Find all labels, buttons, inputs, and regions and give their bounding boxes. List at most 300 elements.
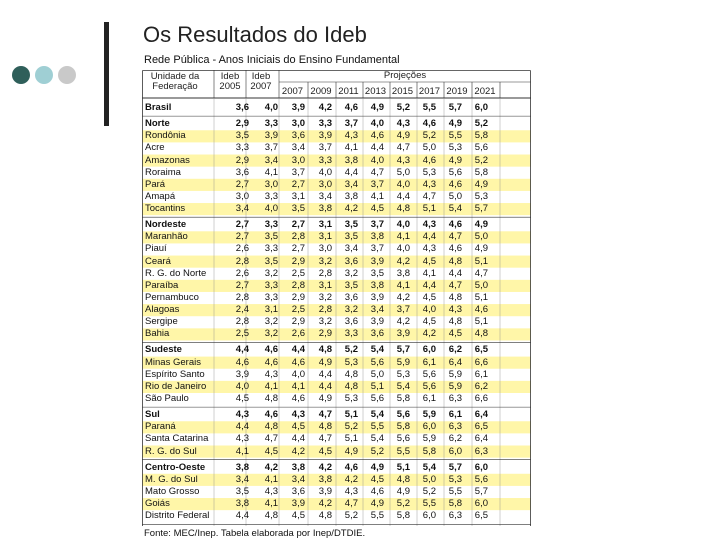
unit-name: Piauí [145,243,167,255]
ideb-value: 4,2 [291,445,305,457]
ideb-value: 4,5 [318,445,332,457]
ideb-value: 2,9 [291,255,305,267]
ideb-value: 6,0 [474,102,488,113]
ideb-value: 3,9 [370,255,384,267]
table-row [142,316,531,328]
ideb-value: 4,4 [235,510,249,522]
unit-name: Pernambuco [145,291,199,303]
ideb-value: 4,3 [235,409,249,421]
ideb-value: 5,4 [370,409,384,421]
ideb-value: 4,3 [396,118,410,130]
unit-name: Pará [145,178,166,190]
ideb-value: 2,9 [291,316,305,328]
ideb-value: 4,5 [448,328,462,340]
ideb-value: 5,1 [370,380,384,392]
ideb-value: 4,5 [422,316,436,328]
ideb-value: 4,8 [448,291,462,303]
ideb-value: 6,4 [448,356,462,368]
ideb-value: 4,6 [235,356,249,368]
ideb-value: 3,8 [291,461,305,473]
ideb-value: 5,9 [448,380,462,392]
ideb-value: 3,4 [370,304,384,316]
ideb-value: 4,9 [474,243,488,255]
unit-name: Rio de Janeiro [145,380,207,392]
ideb-value: 4,5 [370,203,384,215]
ideb-value: 5,3 [344,392,358,404]
ideb-value: 5,4 [448,203,462,215]
ideb-value: 3,8 [344,154,358,166]
ideb-value: 5,6 [396,433,410,445]
ideb-value: 4,0 [264,203,278,215]
ideb-value: 6,5 [474,421,488,433]
ideb-value: 6,1 [474,368,488,380]
ideb-value: 5,2 [422,485,436,497]
unit-name: Maranhão [145,231,188,243]
ideb-value: 4,0 [264,102,278,113]
ideb-value: 4,8 [318,421,332,433]
ideb-value: 3,4 [264,154,278,166]
ideb-value: 3,2 [264,267,278,279]
ideb-value: 2,8 [291,279,305,291]
header-year: 2013 [364,86,387,97]
ideb-value: 4,0 [396,178,410,190]
ideb-value: 3,9 [291,498,305,510]
unit-name: R. G. do Norte [145,267,207,279]
ideb-value: 5,1 [474,255,488,267]
ideb-value: 4,9 [318,356,332,368]
unit-name: Goiás [145,498,170,510]
ideb-value: 4,8 [318,344,332,356]
ideb-value: 3,5 [370,267,384,279]
ideb-value: 5,8 [396,421,410,433]
ideb-value: 4,4 [318,368,332,380]
ideb-value: 4,9 [474,178,488,190]
unit-name: Centro-Oeste [145,461,206,473]
ideb-value: 4,9 [318,392,332,404]
ideb-value: 4,5 [291,510,305,522]
ideb-value: 3,4 [291,142,305,154]
ideb-value: 4,2 [318,461,332,473]
ideb-value: 4,9 [474,219,488,231]
ideb-value: 4,0 [370,154,384,166]
ideb-value: 3,5 [264,255,278,267]
ideb-value: 5,2 [474,154,488,166]
table-row [142,155,531,167]
ideb-value: 4,4 [370,142,384,154]
table-row [142,292,531,304]
ideb-value: 3,1 [318,219,332,231]
ideb-value: 4,8 [344,368,358,380]
ideb-value: 4,3 [396,154,410,166]
ideb-value: 2,8 [291,231,305,243]
ideb-value: 4,1 [422,267,436,279]
ideb-value: 5,6 [370,356,384,368]
unit-name: Sudeste [145,344,182,356]
ideb-value: 5,5 [370,510,384,522]
ideb-value: 4,8 [396,203,410,215]
ideb-value: 2,9 [235,154,249,166]
unit-name: São Paulo [145,392,189,404]
ideb-value: 5,2 [370,445,384,457]
ideb-value: 3,8 [344,190,358,202]
ideb-value: 2,8 [318,267,332,279]
header-year: 2021 [474,86,496,97]
table-row [142,498,531,510]
ideb-value: 5,7 [396,344,410,356]
ideb-value: 3,6 [344,255,358,267]
ideb-value: 4,3 [291,409,305,421]
ideb-value: 4,4 [235,421,249,433]
ideb-value: 2,5 [291,267,305,279]
ideb-value: 3,2 [318,291,332,303]
ideb-value: 4,7 [448,231,462,243]
ideb-value: 3,7 [344,118,358,130]
ideb-value: 3,5 [344,279,358,291]
table-row [142,167,531,179]
ideb-value: 5,6 [422,368,436,380]
ideb-value: 5,1 [344,409,358,421]
ideb-value: 6,0 [474,498,488,510]
ideb-value: 3,4 [235,203,249,215]
ideb-value: 4,7 [422,190,436,202]
ideb-value: 3,7 [318,142,332,154]
header-year: 2011 [338,86,359,97]
ideb-value: 3,3 [264,243,278,255]
ideb-value: 5,3 [396,368,410,380]
ideb-value: 5,2 [396,102,410,113]
table-row [142,369,531,381]
ideb-value: 3,7 [396,304,410,316]
table-row [142,433,531,445]
table-source: Fonte: MEC/Inep. Tabela elaborada por Inep/DTDIE. [144,528,366,539]
ideb-value: 3,3 [264,279,278,291]
ideb-value: 4,8 [448,316,462,328]
ideb-value: 4,5 [370,473,384,485]
table-row [142,179,531,191]
ideb-value: 2,6 [235,243,249,255]
unit-name: Norte [145,118,170,130]
ideb-value: 5,4 [370,433,384,445]
ideb-value: 5,0 [474,279,488,291]
ideb-value: 5,8 [448,498,462,510]
ideb-value: 2,7 [291,243,305,255]
ideb-value: 5,0 [474,231,488,243]
ideb-value: 4,6 [370,130,384,142]
ideb-value: 3,6 [235,102,249,113]
ideb-value: 4,4 [422,231,436,243]
ideb-value: 5,9 [448,368,462,380]
ideb-value: 5,1 [474,291,488,303]
ideb-value: 5,3 [344,356,358,368]
ideb-value: 5,8 [422,445,436,457]
ideb-value: 6,2 [474,380,488,392]
unit-name: Distrito Federal [145,510,210,522]
unit-name: Mato Grosso [145,485,200,497]
ideb-value: 3,1 [291,190,305,202]
unit-name: Santa Catarina [145,433,209,445]
ideb-value: 3,6 [344,316,358,328]
ideb-value: 4,3 [344,130,358,142]
ideb-value: 3,2 [318,255,332,267]
slide-subtitle: Rede Pública - Anos Iniciais do Ensino Fundamental [144,54,400,66]
ideb-value: 3,5 [344,219,358,231]
unit-name: Ceará [145,255,171,267]
ideb-value: 3,2 [318,316,332,328]
ideb-value: 3,9 [318,485,332,497]
unit-name: Roraima [145,166,181,178]
unit-name: Espírito Santo [145,368,205,380]
ideb-value: 3,3 [318,118,332,130]
ideb-value: 2,7 [291,178,305,190]
ideb-value: 4,8 [448,255,462,267]
ideb-value: 5,2 [396,498,410,510]
ideb-value: 5,7 [474,203,488,215]
ideb-value: 5,5 [396,445,410,457]
table-row [142,510,531,522]
ideb-value: 4,6 [291,392,305,404]
ideb-value: 4,4 [291,433,305,445]
ideb-value: 4,7 [264,433,278,445]
table-row [142,268,531,280]
ideb-value: 3,0 [291,154,305,166]
ideb-value: 4,8 [318,510,332,522]
ideb-value: 3,1 [264,304,278,316]
table-row [142,102,531,114]
ideb-value: 3,4 [318,190,332,202]
ideb-value: 3,3 [264,219,278,231]
ideb-value: 5,8 [396,392,410,404]
ideb-value: 4,8 [344,380,358,392]
ideb-value: 5,1 [396,461,410,473]
ideb-value: 4,9 [370,102,384,113]
ideb-value: 4,9 [396,485,410,497]
ideb-value: 4,1 [264,498,278,510]
ideb-value: 3,0 [318,178,332,190]
unit-name: Amapá [145,190,176,202]
ideb-value: 5,0 [370,368,384,380]
ideb-value: 6,1 [422,392,436,404]
ideb-value: 5,1 [422,203,436,215]
ideb-value: 4,5 [422,291,436,303]
ideb-value: 5,2 [422,130,436,142]
ideb-value: 3,5 [291,203,305,215]
ideb-value: 6,0 [448,445,462,457]
ideb-value: 2,7 [235,279,249,291]
header-year: 2017 [418,86,441,97]
ideb-value: 6,3 [448,510,462,522]
ideb-value: 4,5 [235,392,249,404]
ideb-value: 3,2 [344,304,358,316]
ideb-value: 4,8 [264,392,278,404]
ideb-value: 4,6 [291,356,305,368]
ideb-value: 2,6 [235,267,249,279]
ideb-value: 6,6 [474,392,488,404]
unit-name: Brasil [145,102,172,113]
ideb-value: 3,1 [318,231,332,243]
unit-name: Nordeste [145,219,187,231]
unit-name: Sergipe [145,316,178,328]
ideb-value: 6,0 [422,510,436,522]
ideb-value: 4,4 [344,166,358,178]
ideb-value: 3,0 [264,178,278,190]
ideb-value: 4,2 [344,203,358,215]
ideb-value: 2,7 [235,219,249,231]
ideb-value: 6,2 [448,433,462,445]
ideb-value: 4,9 [370,498,384,510]
ideb-value: 5,3 [474,190,488,202]
ideb-value: 3,7 [264,142,278,154]
unit-name: Rondônia [145,130,186,142]
ideb-value: 6,2 [448,344,462,356]
ideb-value: 3,1 [318,279,332,291]
ideb-value: 4,9 [448,154,462,166]
ideb-value: 4,1 [396,279,410,291]
ideb-value: 4,5 [264,445,278,457]
ideb-value: 4,6 [344,461,358,473]
header-projecoes: Projeções [383,70,427,81]
ideb-value: 3,5 [235,485,249,497]
ideb-value: 5,4 [370,344,384,356]
ideb-value: 5,3 [448,142,462,154]
ideb-value: 4,8 [264,510,278,522]
ideb-value: 3,3 [318,154,332,166]
ideb-value: 4,1 [235,445,249,457]
ideb-value: 2,8 [318,304,332,316]
unit-name: Tocantins [145,203,186,215]
ideb-value: 2,5 [235,328,249,340]
ideb-value: 3,5 [344,231,358,243]
ideb-value: 5,5 [448,485,462,497]
ideb-value: 5,6 [474,142,488,154]
ideb-value: 5,8 [474,166,488,178]
ideb-value: 3,9 [370,316,384,328]
ideb-value: 5,5 [422,498,436,510]
ideb-value: 3,8 [318,203,332,215]
unit-name: Amazonas [145,154,190,166]
ideb-value: 3,9 [396,328,410,340]
ideb-value: 6,5 [474,344,488,356]
ideb-value: 5,6 [474,473,488,485]
ideb-value: 5,9 [422,409,436,421]
dot-light [35,66,53,84]
ideb-value: 5,6 [448,166,462,178]
ideb-value: 6,1 [448,409,462,421]
ideb-value: 3,6 [370,328,384,340]
ideb-value: 6,1 [422,356,436,368]
header-year: 2007 [281,86,304,97]
ideb-value: 4,3 [264,368,278,380]
ideb-value: 5,9 [422,433,436,445]
table-row [142,381,531,393]
ideb-value: 4,4 [235,344,249,356]
table-row [142,344,531,356]
ideb-value: 3,8 [235,461,249,473]
ideb-value: 3,2 [344,267,358,279]
ideb-table [142,70,531,526]
ideb-value: 3,2 [264,328,278,340]
ideb-value: 3,9 [291,102,305,113]
ideb-value: 4,2 [396,316,410,328]
ideb-value: 4,7 [318,433,332,445]
header-year: 2009 [310,86,332,97]
ideb-value: 4,1 [370,190,384,202]
ideb-value: 3,9 [370,291,384,303]
ideb-value: 3,7 [370,178,384,190]
ideb-value: 2,5 [291,304,305,316]
ideb-value: 2,4 [235,304,249,316]
ideb-value: 5,6 [396,409,410,421]
ideb-value: 5,2 [474,118,488,130]
ideb-value: 4,4 [448,267,462,279]
ideb-value: 3,8 [370,279,384,291]
vertical-accent-bar [104,22,109,126]
ideb-value: 4,9 [448,118,462,130]
ideb-value: 5,9 [396,356,410,368]
ideb-value: 4,7 [344,498,358,510]
ideb-value: 2,9 [235,118,249,130]
ideb-value: 4,2 [396,291,410,303]
ideb-value: 4,5 [291,421,305,433]
ideb-value: 4,3 [264,485,278,497]
ideb-value: 3,4 [344,243,358,255]
ideb-value: 4,6 [448,178,462,190]
table-row [142,118,531,130]
ideb-value: 4,2 [422,328,436,340]
ideb-value: 2,8 [235,291,249,303]
ideb-value: 5,7 [448,461,462,473]
ideb-value: 5,2 [344,344,358,356]
ideb-value: 4,4 [396,190,410,202]
ideb-value: 4,2 [318,498,332,510]
ideb-value: 5,7 [474,485,488,497]
ideb-value: 3,7 [291,166,305,178]
ideb-value: 5,3 [448,473,462,485]
table-row [142,393,531,405]
ideb-value: 4,3 [422,219,436,231]
table-row [142,328,531,340]
ideb-value: 4,1 [396,231,410,243]
ideb-value: 5,5 [448,130,462,142]
unit-name: R. G. do Sul [145,445,197,457]
table-row [142,219,531,231]
ideb-value: 2,9 [291,291,305,303]
ideb-value: 4,6 [264,356,278,368]
ideb-value: 5,6 [370,392,384,404]
table-row [142,280,531,292]
ideb-value: 3,8 [318,473,332,485]
ideb-value: 6,0 [422,421,436,433]
ideb-value: 2,7 [291,219,305,231]
unit-name: Sul [145,409,160,421]
ideb-value: 3,0 [291,118,305,130]
ideb-value: 4,6 [370,485,384,497]
ideb-value: 4,2 [396,255,410,267]
ideb-value: 5,1 [474,316,488,328]
ideb-value: 3,9 [235,368,249,380]
unit-name: Paraná [145,421,176,433]
ideb-value: 3,8 [396,267,410,279]
ideb-value: 5,2 [344,421,358,433]
ideb-value: 2,8 [235,255,249,267]
ideb-value: 4,6 [422,154,436,166]
unit-name: Paraíba [145,279,179,291]
ideb-value: 5,4 [422,461,436,473]
ideb-value: 4,0 [291,368,305,380]
table-row [142,357,531,369]
ideb-value: 3,6 [291,485,305,497]
ideb-value: 5,5 [370,421,384,433]
header-year: 2019 [446,86,468,97]
